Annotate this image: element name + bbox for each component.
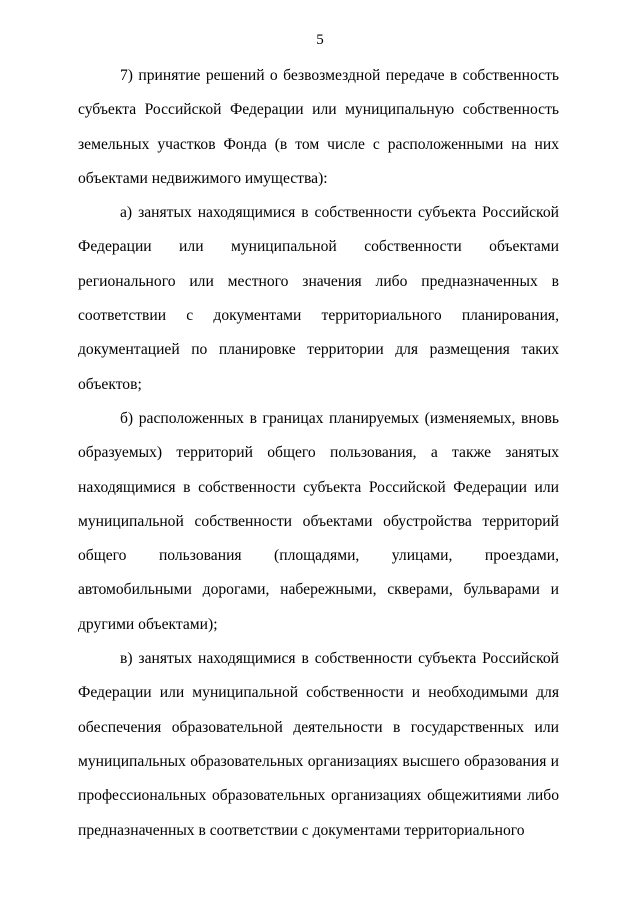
page-number: 5 [316,32,324,48]
paragraph-item-7: 7) принятие решений о безвозмездной передаче в собственность субъекта Российской Федерации или муниципальную собственность земельных участков Фонда (в том числе с расположенными на них объектами недвижимого имущества): [78,67,559,187]
document-body [78,59,559,848]
paragraph-subitem-a: а) занятых находящимися в собственности субъекта Российской Федерации или муниципальной собственности объектами регионального или местного значения либо предназначенных в соответствии с документами территориального планирования, документацией по планировке территории для размещения таких объектов; [78,204,559,393]
paragraph-subitem-v: в) занятых находящимися в собственности субъекта Российской Федерации или муниципальной собственности и необходимыми для обеспечения образовательной деятельности в государственных или муниципальных образовательных организациях высшего образования и профессиональных образовательных организациях общежитиями либо предназначенных в соответствии с документами территориального [78,650,559,839]
paragraph-subitem-b: б) расположенных в границах планируемых (изменяемых, вновь образуемых) территорий общего пользования, а также занятых находящимися в собственности субъекта Российской Федерации или муниципальной собственности объектами обустройства территорий общего пользования (площадями, улицами, проездами, автомобильными дорогами, набережными, скверами, бульварами и другими объектами); [78,409,559,633]
